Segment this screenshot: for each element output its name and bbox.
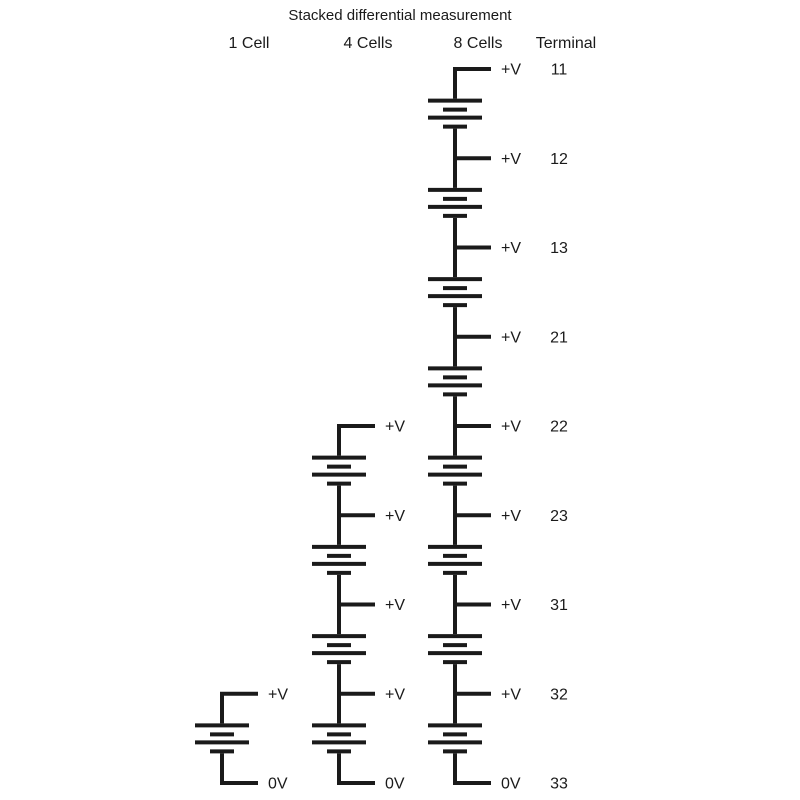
tap-label-4-cells-row6: +V [385, 597, 406, 614]
battery-plate-long [428, 294, 482, 298]
wiring-4-cells [339, 426, 375, 783]
battery-plate-short [443, 660, 467, 664]
battery-plate-long [428, 277, 482, 281]
battery-plate-short [443, 554, 467, 558]
battery-plate-short [327, 571, 351, 575]
tap-label-1-cell-row7: +V [268, 686, 289, 704]
battery-plate-long [428, 188, 482, 192]
tap-label-8-cells-row6: +V [501, 597, 522, 614]
tap-label-4-cells-row7: +V [385, 686, 406, 704]
battery-plate-short [210, 749, 234, 753]
battery-plate-short [443, 482, 467, 486]
column-header-4-cells: 4 Cells [343, 35, 393, 52]
battery-plate-long [428, 366, 482, 370]
tap-label-1-cell-row8: 0V [268, 775, 288, 793]
battery-plate-short [443, 465, 467, 469]
battery-plate-long [428, 383, 482, 387]
wiring-1-cell [222, 694, 258, 783]
battery-plate-short [443, 197, 467, 201]
terminal-number: 23 [550, 507, 568, 525]
battery-plate-long [312, 740, 366, 744]
terminal-number: 31 [550, 597, 568, 614]
battery-plate-short [443, 286, 467, 290]
terminal-number: 32 [550, 686, 568, 704]
battery-plate-long [312, 545, 366, 549]
battery-plate-short [443, 732, 467, 736]
tap-label-4-cells-row4: +V [385, 418, 406, 436]
battery-plate-long [428, 545, 482, 549]
battery-plate-short [327, 660, 351, 664]
battery-plate-long [428, 456, 482, 460]
battery-plate-short [327, 643, 351, 647]
tap-label-4-cells-row5: +V [385, 507, 406, 525]
battery-plate-long [428, 116, 482, 120]
tap-label-8-cells-row0: +V [501, 61, 522, 79]
battery-plate-short [327, 482, 351, 486]
battery-plate-short [443, 125, 467, 129]
column-header-1-cell: 1 Cell [228, 35, 270, 52]
battery-plate-long [428, 205, 482, 209]
battery-plate-long [428, 562, 482, 566]
battery-plate-long [195, 723, 249, 727]
tap-label-8-cells-row3: +V [501, 329, 522, 347]
battery-plate-long [428, 473, 482, 477]
wiring-8-cells [455, 69, 491, 783]
battery-plate-short [443, 571, 467, 575]
tap-label-8-cells-row8: 0V [501, 775, 521, 793]
battery-plate-long [428, 740, 482, 744]
battery-plate-short [443, 749, 467, 753]
battery-plate-long [428, 723, 482, 727]
battery-plate-short [210, 732, 234, 736]
column-header-terminal: Terminal [535, 35, 597, 52]
battery-plate-short [443, 392, 467, 396]
battery-plate-long [312, 562, 366, 566]
terminal-number: 12 [550, 150, 568, 168]
battery-plate-short [443, 303, 467, 307]
tap-label-8-cells-row1: +V [501, 150, 522, 168]
terminal-number: 22 [550, 418, 568, 436]
tap-label-8-cells-row7: +V [501, 686, 522, 704]
battery-plate-long [195, 740, 249, 744]
battery-plate-short [443, 108, 467, 112]
diagram-title: Stacked differential measurement [288, 7, 512, 24]
battery-plate-long [428, 99, 482, 103]
battery-plate-long [312, 634, 366, 638]
terminal-number: 33 [550, 775, 568, 793]
battery-plate-long [312, 456, 366, 460]
tap-label-8-cells-row4: +V [501, 418, 522, 436]
battery-plate-long [312, 651, 366, 655]
tap-label-8-cells-row2: +V [501, 240, 522, 257]
battery-plate-short [327, 465, 351, 469]
battery-plate-short [327, 732, 351, 736]
column-header-8-cells: 8 Cells [453, 35, 503, 52]
battery-plate-long [312, 723, 366, 727]
battery-plate-long [428, 634, 482, 638]
terminal-number: 21 [550, 329, 568, 347]
battery-plate-long [428, 651, 482, 655]
battery-plate-short [443, 643, 467, 647]
terminal-number: 11 [550, 61, 568, 79]
battery-plate-short [443, 375, 467, 379]
tap-label-4-cells-row8: 0V [385, 775, 405, 793]
battery-plate-short [327, 554, 351, 558]
battery-plate-short [327, 749, 351, 753]
battery-plate-long [312, 473, 366, 477]
battery-plate-short [443, 214, 467, 218]
terminal-number: 13 [550, 240, 568, 257]
tap-label-8-cells-row5: +V [501, 507, 522, 525]
